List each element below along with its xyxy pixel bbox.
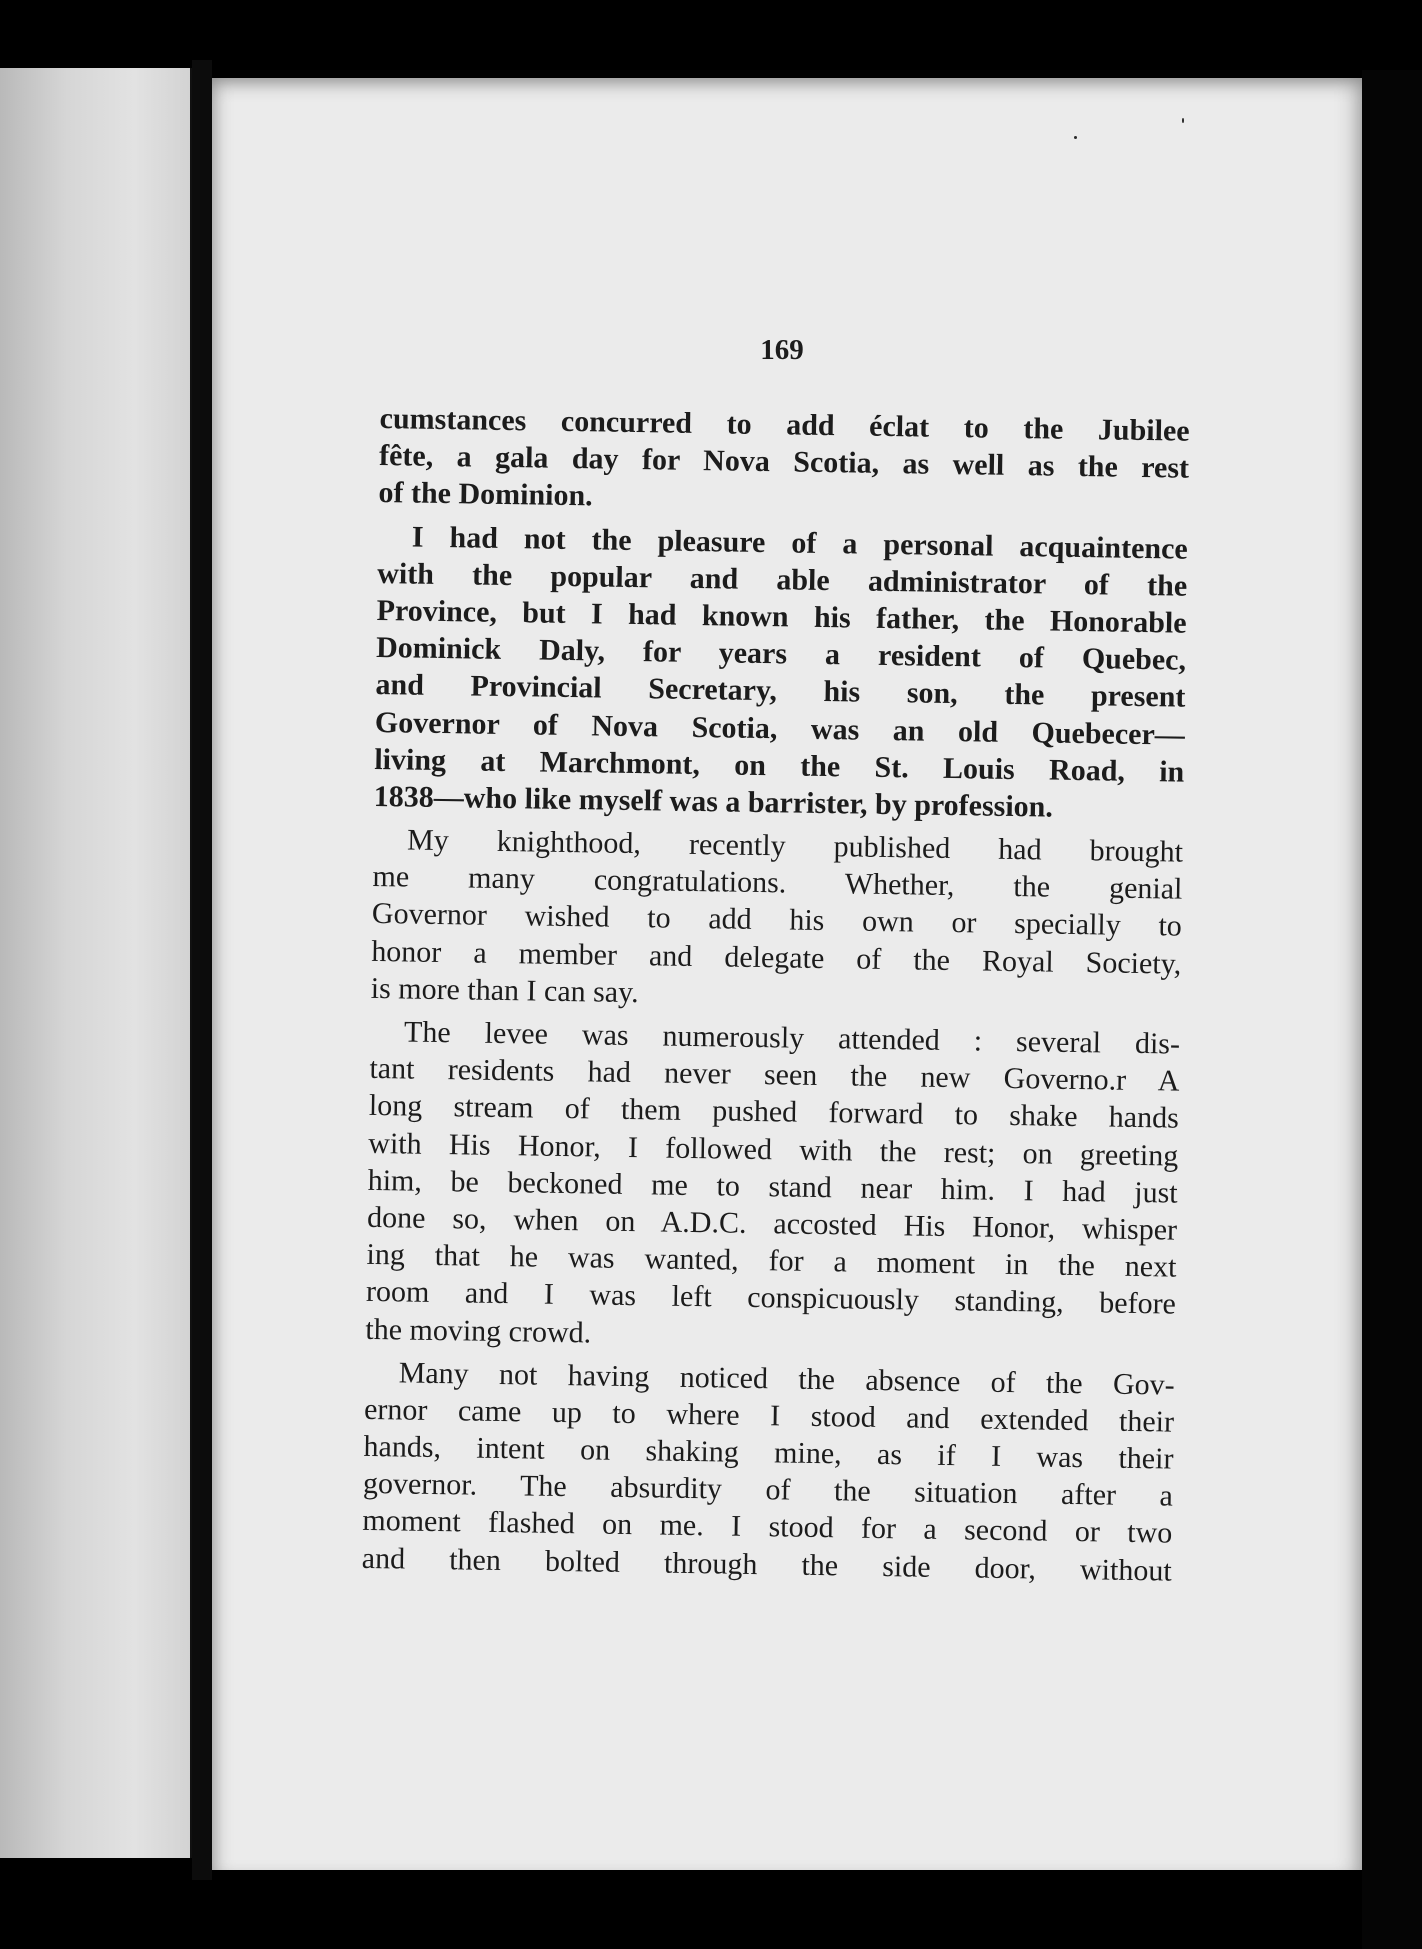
text-line: fête, a gala day for Nova Scotia, as well as the rest — [378, 439, 1190, 485]
text-line: and Provincial Secretary, his son, the present — [375, 668, 1186, 714]
text-line: is more than I can say. — [370, 971, 639, 1009]
text-line: Dominick Daly, for years a resident of Quebec, — [375, 631, 1187, 677]
text-line: him, be beckoned me to stand near him. I had just — [367, 1163, 1178, 1210]
text-line: with His Honor, I followed with the rest; on greeting — [368, 1126, 1179, 1173]
text-line: long stream of them pushed forward to shake hands — [368, 1089, 1180, 1136]
text-line: of the Dominion. — [378, 476, 593, 513]
text-line: I had not the pleasure of a personal acquaintence — [411, 520, 1189, 566]
paragraph-5 — [362, 1354, 1175, 1590]
paper-speck — [1074, 136, 1077, 139]
text-line: honor a member and delegate of the Royal Society, — [371, 934, 1182, 981]
book-page — [212, 78, 1362, 1870]
text-line: and then bolted through the side door, without — [361, 1541, 1172, 1588]
paragraph-2 — [373, 518, 1188, 828]
text-line: My knighthood, recently published had brought — [406, 823, 1184, 869]
text-line: The levee was numerously attended : several dis- — [403, 1015, 1181, 1061]
text-line: with the popular and able administrator of the — [377, 556, 1188, 603]
paragraph-3 — [370, 821, 1183, 1020]
text-line: Province, but I had known his father, the Honorable — [376, 593, 1187, 640]
text-line: Many not having noticed the absence of the Gov- — [398, 1356, 1175, 1402]
left-page-fragment — [0, 68, 192, 1858]
paragraph-4 — [365, 1013, 1180, 1360]
text-line: ing that he was wanted, for a moment in the next — [366, 1238, 1177, 1284]
text-line: hands, intent on shaking mine, as if I was their — [363, 1429, 1174, 1476]
text-line: done so, when on A.D.C. accosted His Honor, whisper — [366, 1200, 1178, 1247]
text-line: room and I was left conspicuously standing, before — [365, 1275, 1177, 1321]
text-line: me many congratulations. Whether, the genial — [372, 860, 1183, 906]
paper-speck — [1182, 118, 1184, 123]
book-spine — [192, 60, 212, 1880]
text-line: 1838—who like myself was a barrister, by profession. — [373, 779, 1054, 824]
text-line: ernor came up to where I stood and extended their — [363, 1392, 1175, 1439]
text-line: Governor of Nova Scotia, was an old Quebecer— — [374, 705, 1186, 752]
text-line: the moving crowd. — [365, 1312, 592, 1349]
page-number: 169 — [760, 334, 804, 366]
text-line: governor. The absurdity of the situation after a — [362, 1467, 1174, 1513]
paragraph-1 — [378, 400, 1190, 524]
text-line: tant residents had never seen the new Governo.r A — [369, 1052, 1180, 1098]
text-line: cumstances concurred to add éclat to the Jubilee — [379, 401, 1190, 448]
text-line: moment flashed on me. I stood for a second or two — [362, 1504, 1173, 1551]
text-line: living at Marchmont, on the St. Louis Road, in — [374, 742, 1185, 789]
text-line: Governor wished to add his own or specially to — [371, 897, 1183, 944]
scan-border — [1362, 70, 1422, 1949]
page-text — [362, 400, 1190, 1589]
